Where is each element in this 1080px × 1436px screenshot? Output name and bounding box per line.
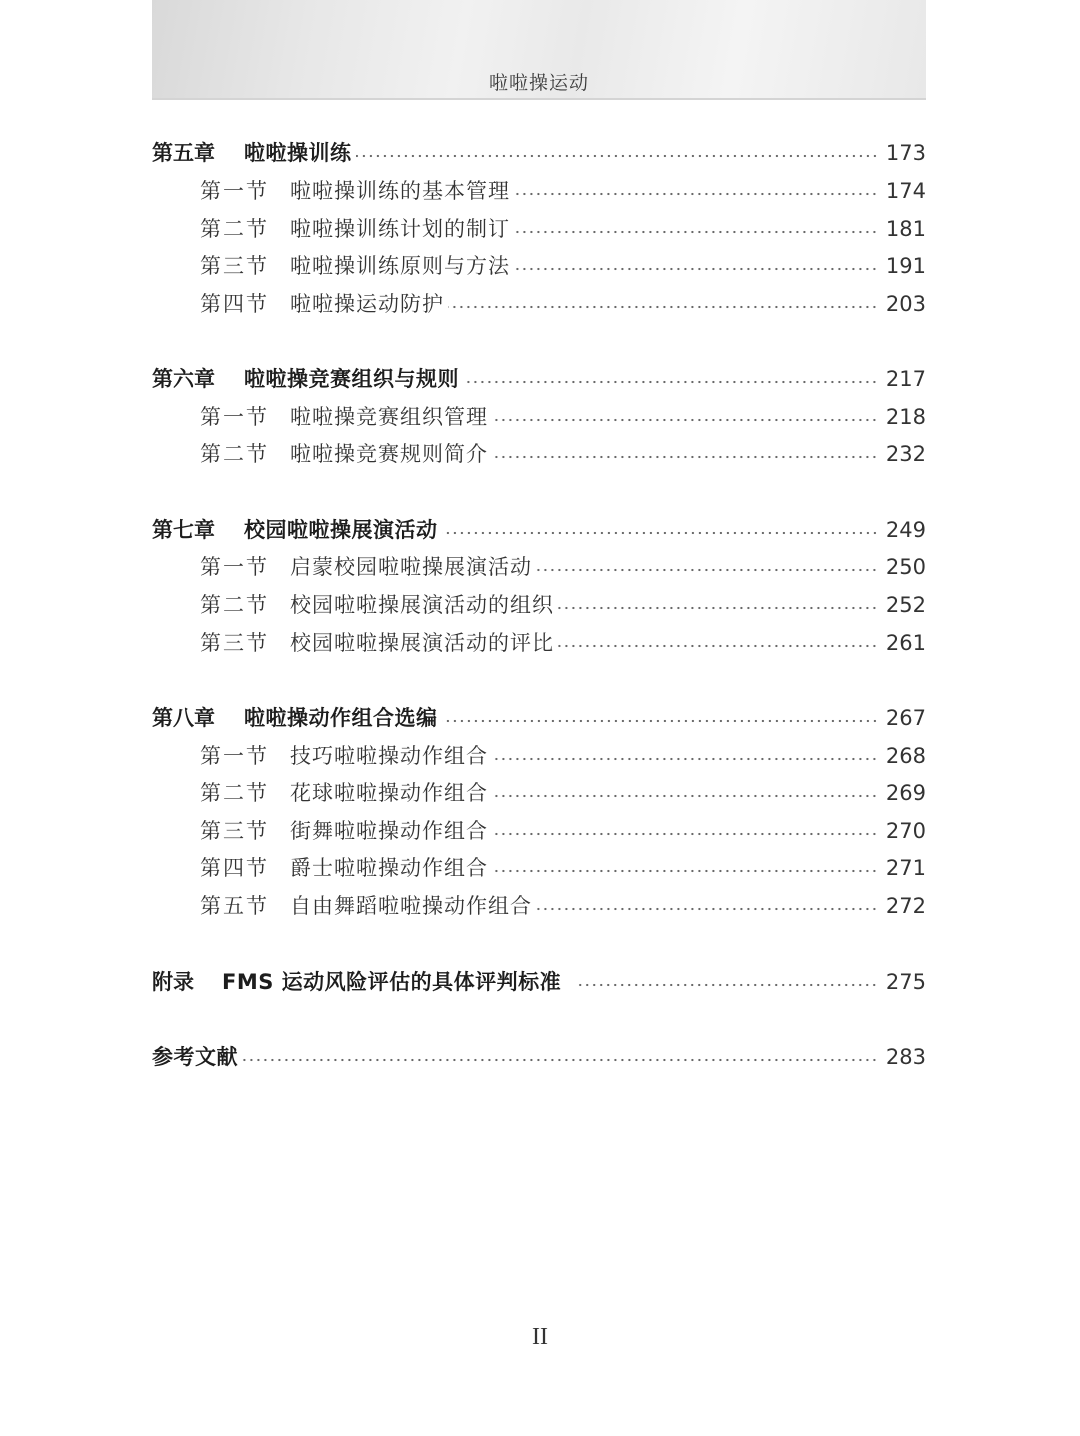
toc-dot-leader <box>575 983 878 987</box>
toc-entry-number: 第三节 <box>200 254 269 278</box>
toc-section-entry <box>152 737 926 775</box>
toc-entry-title: 啦啦操训练原则与方法 <box>290 254 510 278</box>
toc-entry-title: 校园啦啦操展演活动的评比 <box>290 631 554 655</box>
toc-entry-page-number: 275 <box>885 970 926 994</box>
toc-entry-number: 第八章 <box>152 706 215 730</box>
toc-section-entry <box>152 849 926 887</box>
toc-entry-number: 第一节 <box>200 744 269 768</box>
toc-entry-title: 花球啦啦操动作组合 <box>290 781 488 805</box>
toc-dot-leader <box>492 418 878 422</box>
toc-dot-leader <box>442 531 878 535</box>
toc-chapter-entry <box>152 699 926 737</box>
toc-entry-page-number: 268 <box>885 744 926 768</box>
toc-dot-leader <box>558 644 878 648</box>
toc-entry-number: 第五节 <box>200 894 269 918</box>
toc-entry-page-number: 174 <box>885 179 926 203</box>
toc-entry-page-number: 173 <box>885 141 926 165</box>
toc-dot-leader <box>514 230 878 234</box>
toc-dot-leader <box>536 568 878 572</box>
toc-entry-title: 啦啦操运动防护 <box>290 292 444 316</box>
toc-refs-entry <box>152 1038 926 1076</box>
toc-chapter-entry <box>152 360 926 398</box>
toc-entry-title: 自由舞蹈啦啦操动作组合 <box>290 894 532 918</box>
toc-entry-number: 第一节 <box>200 555 269 579</box>
toc-section-entry <box>152 398 926 436</box>
toc-section-entry <box>152 887 926 925</box>
toc-section-entry <box>152 586 926 624</box>
toc-section-entry <box>152 247 926 285</box>
toc-entry-title: 啦啦操训练的基本管理 <box>290 179 510 203</box>
toc-entry-page-number: 250 <box>885 555 926 579</box>
toc-entry-number: 第三节 <box>200 631 269 655</box>
toc-entry-page-number: 270 <box>885 819 926 843</box>
toc-section-entry <box>152 285 926 323</box>
toc-entry-title: 啦啦操训练计划的制订 <box>290 217 510 241</box>
toc-dot-leader <box>242 1058 878 1062</box>
toc-entry-number: 第七章 <box>152 518 215 542</box>
toc-dot-leader <box>514 192 878 196</box>
toc-entry-page-number: 217 <box>885 367 926 391</box>
toc-dot-leader <box>536 907 878 911</box>
toc-dot-leader <box>558 606 878 610</box>
toc-entry-title: 啦啦操动作组合选编 <box>244 706 438 730</box>
toc-entry-page-number: 232 <box>885 442 926 466</box>
toc-entry-number: 第二节 <box>200 442 269 466</box>
toc-chapter-entry <box>152 511 926 549</box>
toc-entry-page-number: 269 <box>885 781 926 805</box>
toc-entry-page-number: 283 <box>885 1045 926 1069</box>
toc-section-entry <box>152 774 926 812</box>
toc-dot-leader <box>492 455 878 459</box>
toc-section-entry <box>152 812 926 850</box>
toc-entry-page-number: 267 <box>885 706 926 730</box>
toc-entry-number: 第四节 <box>200 856 269 880</box>
toc-entry-page-number: 218 <box>885 405 926 429</box>
page-number: II <box>532 1324 548 1350</box>
toc-entry-title: 启蒙校园啦啦操展演活动 <box>290 555 532 579</box>
toc-section-entry <box>152 435 926 473</box>
toc-entry-number: 第二节 <box>200 781 269 805</box>
toc-entry-title: 啦啦操竞赛组织管理 <box>290 405 488 429</box>
toc-entry-title: 校园啦啦操展演活动的组织 <box>290 593 554 617</box>
toc-dot-leader <box>514 267 878 271</box>
toc-dot-leader <box>492 832 878 836</box>
toc-entry-title: 啦啦操竞赛组织与规则 <box>244 367 459 391</box>
toc-entry-page-number: 261 <box>885 631 926 655</box>
toc-dot-leader <box>463 380 878 384</box>
toc-entry-number: 第三节 <box>200 819 269 843</box>
toc-entry-number: 第二节 <box>200 217 269 241</box>
toc-entry-page-number: 203 <box>885 292 926 316</box>
toc-entry-page-number: 249 <box>885 518 926 542</box>
toc-section-entry <box>152 624 926 662</box>
toc-entry-title: 啦啦操训练 <box>244 141 352 165</box>
toc-entry-title: 街舞啦啦操动作组合 <box>290 819 488 843</box>
toc-entry-number: 第六章 <box>152 367 215 391</box>
toc-section-entry <box>152 210 926 248</box>
running-header <box>152 0 926 100</box>
toc-entry-page-number: 272 <box>885 894 926 918</box>
toc-entry-title: 技巧啦啦操动作组合 <box>290 744 488 768</box>
toc-entry-title: 参考文献 <box>152 1045 238 1069</box>
toc-entry-number: 第二节 <box>200 593 269 617</box>
toc-appendix-entry <box>152 963 926 1001</box>
toc-section-entry <box>152 548 926 586</box>
toc-entry-number: 第一节 <box>200 179 269 203</box>
toc-entry-number: 附录 <box>152 970 194 994</box>
toc-entry-page-number: 181 <box>885 217 926 241</box>
toc-dot-leader <box>356 154 878 158</box>
toc-dot-leader <box>442 719 878 723</box>
toc-entry-number: 第一节 <box>200 405 269 429</box>
toc-dot-leader <box>492 794 878 798</box>
toc-entry-title: 校园啦啦操展演活动 <box>244 518 438 542</box>
toc-entry-number: 第四节 <box>200 292 269 316</box>
toc-dot-leader <box>448 305 878 309</box>
toc-entry-page-number: 252 <box>885 593 926 617</box>
toc-entry-title: FMS 运动风险评估的具体评判标准 <box>222 970 562 994</box>
running-header-title: 啦啦操运动 <box>488 72 589 94</box>
toc-dot-leader <box>492 757 878 761</box>
toc-dot-leader <box>492 869 878 873</box>
toc-entry-title: 啦啦操竞赛规则简介 <box>290 442 488 466</box>
toc-chapter-entry <box>152 134 926 172</box>
toc-entry-number: 第五章 <box>152 141 215 165</box>
toc-entry-page-number: 271 <box>885 856 926 880</box>
toc-entry-title: 爵士啦啦操动作组合 <box>290 856 488 880</box>
toc-section-entry <box>152 172 926 210</box>
toc-entry-page-number: 191 <box>885 254 926 278</box>
